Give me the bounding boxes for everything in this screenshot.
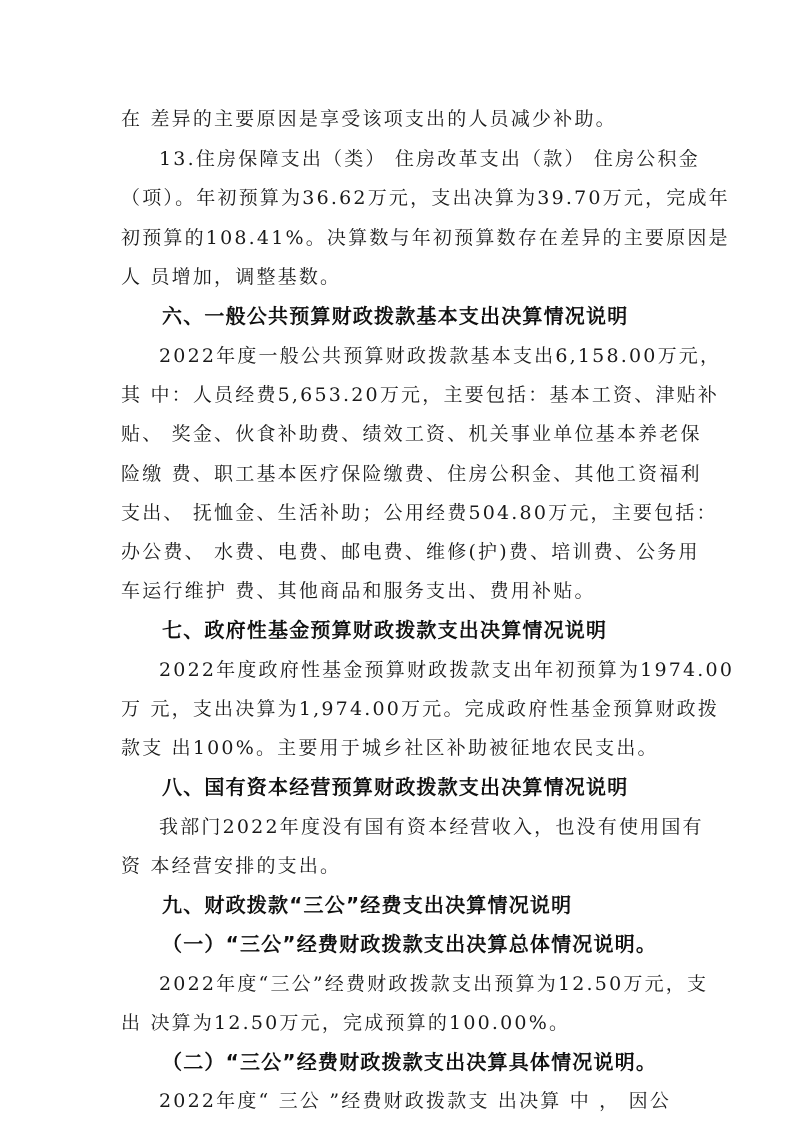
subsection-heading: （二）“三公”经费财政拨款支出决算具体情况说明。 bbox=[162, 1050, 658, 1074]
subsection-heading: （一）“三公”经费财政拨款支出决算总体情况说明。 bbox=[162, 932, 658, 956]
paragraph-line: （项）。年初预算为36.62万元，支出决算为39.70万元，完成年 bbox=[121, 187, 730, 209]
paragraph-line: 初预算的108.41%。决算数与年初预算数存在差异的主要原因是 bbox=[121, 227, 730, 249]
paragraph-line: 在 差异的主要原因是享受该项支出的人员减少补助。 bbox=[121, 108, 617, 130]
paragraph-line: 我部门2022年度没有国有资本经营收入，也没有使用国有 bbox=[159, 816, 704, 838]
paragraph-line: 2022年度“三公”经费财政拨款支出预算为12.50万元，支 bbox=[159, 973, 709, 995]
section-heading: 七、政府性基金预算财政拨款支出决算情况说明 bbox=[162, 618, 608, 642]
section-heading: 六、一般公共预算财政拨款基本支出决算情况说明 bbox=[162, 304, 629, 328]
paragraph-line: 办公费、 水费、电费、邮电费、维修(护)费、培训费、公务用 bbox=[121, 541, 700, 563]
paragraph-line: 贴、 奖金、伙食补助费、绩效工资、机关事业单位基本养老保 bbox=[121, 423, 702, 445]
paragraph-line: 车运行维护 费、其他商品和服务支出、费用补贴。 bbox=[121, 580, 596, 602]
paragraph-line: 款支 出100%。主要用于城乡社区补助被征地农民支出。 bbox=[121, 737, 659, 759]
paragraph-line: 资 本经营安排的支出。 bbox=[121, 855, 342, 877]
paragraph-line: 13.住房保障支出（类） 住房改革支出（款） 住房公积金 bbox=[159, 148, 700, 170]
section-heading: 八、国有资本经营预算财政拨款支出决算情况说明 bbox=[162, 775, 629, 799]
paragraph-line: 出 决算为12.50万元，完成预算的100.00%。 bbox=[121, 1012, 571, 1034]
paragraph-line: 险缴 费、职工基本医疗保险缴费、住房公积金、其他工资福利 bbox=[121, 463, 702, 485]
paragraph-line: 2022年度一般公共预算财政拨款基本支出6,158.00万元， bbox=[159, 345, 722, 367]
paragraph-line: 人 员增加，调整基数。 bbox=[121, 266, 342, 288]
section-heading: 九、财政拨款“三公”经费支出决算情况说明 bbox=[162, 893, 573, 917]
paragraph-line: 支出、 抚恤金、生活补助；公用经费504.80万元，主要包括： bbox=[121, 502, 718, 524]
paragraph-line: 万 元，支出决算为1,974.00万元。完成政府性基金预算财政拨 bbox=[121, 698, 720, 720]
paragraph-line: 2022年度政府性基金预算财政拨款支出年初预算为1974.00 bbox=[159, 659, 735, 681]
paragraph-line: 2022年度“ 三公 ”经费财政拨款支 出决算 中 ， 因公 bbox=[159, 1090, 672, 1112]
paragraph-line: 其 中：人员经费5,653.20万元，主要包括：基本工资、津贴补 bbox=[121, 384, 720, 406]
